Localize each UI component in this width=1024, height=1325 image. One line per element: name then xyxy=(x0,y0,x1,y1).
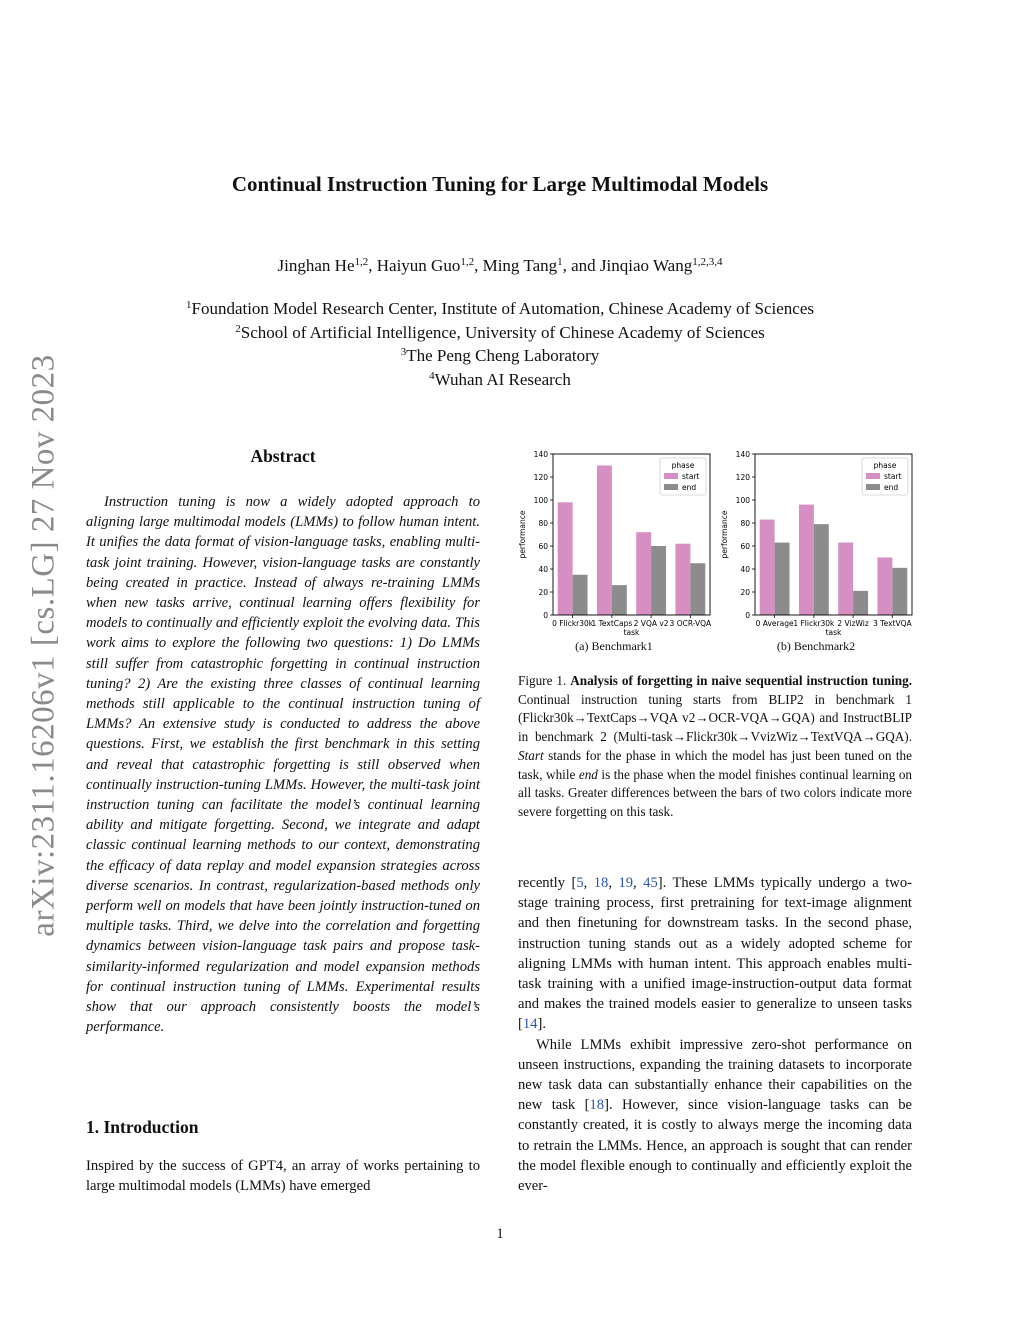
affiliation-line: $^4$Wuhan AI Research xyxy=(429,369,571,389)
figure-caption-start-term: Start xyxy=(518,747,544,763)
legend-swatch xyxy=(866,473,880,479)
x-tick-label: 1 Flickr30k xyxy=(793,619,835,628)
author-separator: , xyxy=(474,256,483,275)
legend-swatch xyxy=(664,473,678,479)
legend-title: phase xyxy=(671,461,695,470)
figure-caption-text: is the phase when the model finishes continual learning on all tasks. Greater differences between the bars of two colors indicate more severe forgetting on this task. xyxy=(518,766,913,819)
author-separator: , xyxy=(368,256,377,275)
affiliations xyxy=(0,297,1000,391)
bar-start xyxy=(675,544,690,615)
figure-caption-lead: Analysis of forgetting in naive sequential instruction tuning. xyxy=(570,673,912,688)
bar-chart-benchmark1 xyxy=(516,446,712,636)
y-tick-label: 20 xyxy=(538,588,548,597)
bar-end xyxy=(814,524,829,615)
y-tick-label: 120 xyxy=(533,473,548,482)
intro-paragraph: Inspired by the success of GPT4, an array of works pertaining to large multimodal models (LMMs) have emerged xyxy=(86,1158,480,1195)
figure1-chart-benchmark2 xyxy=(718,446,914,658)
author-affil-sup: 1,2 xyxy=(354,256,369,268)
citation-link[interactable]: 18 xyxy=(593,875,609,891)
bar-start xyxy=(636,532,651,615)
right-column-text xyxy=(518,873,912,1196)
arxiv-stamp-text: arXiv:2311.16206v1 [cs.LG] 27 Nov 2023 xyxy=(25,353,62,937)
y-tick-label: 60 xyxy=(740,542,750,551)
citation-link[interactable]: 14 xyxy=(522,1016,538,1033)
figure-caption-text: Continual instruction tuning starts from BLIP2 in benchmark 1 (Flickr30k→TextCaps→VQA v2→OCR-VQA→GQA) and InstructBLIP in benchmark 2 (Multi-task→Flickr30k→VvizWiz→TextVQA→GQA). xyxy=(518,691,912,745)
x-tick-label: 0 Average xyxy=(755,619,794,628)
bar-start xyxy=(838,543,853,615)
y-tick-label: 140 xyxy=(533,450,548,459)
x-tick-label: 3 OCR-VQA xyxy=(669,619,712,628)
body-paragraph: recently [5, 18, 19, 45]. These LMMs typically undergo a two-stage training process, first pretraining for text-image alignment and then finetuning for downstream tasks. In the second phase, instruction tuning stands out as a widely adopted scheme for aligning LMMs with human intent. This approach enables multi-task training with a unified image-instruction-output data format and makes the trained models easier to generalize to unseen tasks [14]. xyxy=(518,875,912,1033)
figure-caption-end-term: end xyxy=(578,766,598,782)
y-tick-label: 100 xyxy=(735,496,750,505)
y-tick-label: 0 xyxy=(543,611,548,620)
figure-label: Figure 1. xyxy=(518,673,567,688)
author-list xyxy=(0,256,1000,276)
figure-caption xyxy=(518,672,912,822)
y-tick-label: 140 xyxy=(735,450,750,459)
bar-end xyxy=(573,575,588,615)
bar-start xyxy=(760,520,775,615)
x-tick-label: 0 Flickr30k xyxy=(552,619,594,628)
x-axis-label: task xyxy=(623,628,640,636)
y-tick-label: 80 xyxy=(740,519,750,528)
bar-end xyxy=(775,543,790,615)
bar-end xyxy=(892,568,907,615)
section-heading-introduction: 1. Introduction xyxy=(86,1117,199,1137)
x-tick-label: 3 TextVQA xyxy=(873,619,912,628)
x-tick-label: 2 VQA v2 xyxy=(633,619,669,628)
bar-start xyxy=(597,466,612,616)
affiliation-line: $^2$School of Artificial Intelligence, University of Chinese Academy of Sciences xyxy=(235,322,765,342)
legend-swatch xyxy=(866,484,880,490)
bar-start xyxy=(558,502,573,615)
legend-label: start xyxy=(884,472,902,481)
body-paragraph: While LMMs exhibit impressive zero-shot performance on unseen instructions, expanding the training datasets to incorporate new task data can substantially enhance their capabilities on the new task [18]. However, since vision-language tasks can be constantly created, it is costly to always merge the incoming data to retrain the LMMs. Hence, an approach is sought that can render the model flexible enough to continually and efficiently exploit the ever- xyxy=(518,1036,912,1195)
author-affil-sup: 1 xyxy=(557,256,563,268)
legend-label: end xyxy=(682,483,697,492)
y-tick-label: 40 xyxy=(740,565,750,574)
y-tick-label: 40 xyxy=(538,565,548,574)
x-axis-label: task xyxy=(825,628,842,636)
y-axis-label: performance xyxy=(720,510,729,559)
bar-chart-benchmark2 xyxy=(718,446,914,636)
arxiv-stamp xyxy=(18,345,70,945)
bar-end xyxy=(651,546,666,615)
y-tick-label: 80 xyxy=(538,519,548,528)
affiliation-line: $^1$Foundation Model Research Center, Institute of Automation, Chinese Academy of Sciences xyxy=(185,299,815,318)
legend-swatch xyxy=(664,484,678,490)
author-name: Jinqiao Wang xyxy=(599,256,693,275)
legend-title: phase xyxy=(873,461,897,470)
abstract-heading: Abstract xyxy=(250,446,316,466)
affiliation-line: $^3$The Peng Cheng Laboratory xyxy=(400,346,600,365)
paper-title: Continual Instruction Tuning for Large Multimodal Models xyxy=(231,172,769,196)
author-name: Haiyun Guo xyxy=(376,256,461,275)
page-number: 1 xyxy=(496,1226,504,1242)
bar-start xyxy=(799,505,814,615)
author-name: Jinghan He xyxy=(277,256,355,275)
legend-label: end xyxy=(884,483,899,492)
abstract-body: Instruction tuning is now a widely adopted approach to aligning large multimodal models (LMMs) to follow human intent. It unifies the data format of vision-language tasks, enabling multi-task joint training. However, vision-language tasks are constantly being created in practice. Instead of always re-training LMMs when new tasks arrive, continual learning offers flexibility for models to continually and efficiently exploit the evolving data. This work aims to explore the following two questions: 1) Do LMMs still suffer from catastrophic forgetting in continual instruction tuning? 2) Are the existing three classes of continual learning methods still applicable to the continual instruction tuning of LMMs? An extensive study is conducted to address the above questions. First, we establish the first benchmark in this setting and reveal that catastrophic forgetting is still observed when continually instruction-tuning LMMs. However, the multi-task joint instruction tuning can facilitate the model’s continual learning ability and mitigate forgetting. Second, we integrate and adapt classic continual learning methods to our context, demonstrating the efficacy of data replay and model expansion strategies across diverse scenarios. In contrast, regularization-based methods only perform well on models that have been jointly instruction-tuned on multiple tasks. Third, we delve into the correlation and forgetting dynamics between vision-language task pairs and propose task-similarity-informed regularization and model expansion methods for continual instruction tuning of LMMs. Experimental results show that our approach consistently boosts the model’s performance. xyxy=(86,494,480,1036)
y-tick-label: 20 xyxy=(740,588,750,597)
chart-subcaption: (b) Benchmark2 xyxy=(776,639,856,653)
legend-label: start xyxy=(682,472,700,481)
bar-end xyxy=(690,563,705,615)
author-separator: , and xyxy=(562,256,600,275)
bar-end xyxy=(853,591,868,615)
y-axis-label: performance xyxy=(518,510,527,559)
bar-end xyxy=(612,585,627,615)
citation-link[interactable]: 19 xyxy=(618,875,634,891)
author-name: Ming Tang xyxy=(482,256,558,275)
bar-start xyxy=(877,558,892,616)
y-tick-label: 100 xyxy=(533,496,548,505)
y-tick-label: 0 xyxy=(745,611,750,620)
figure1-chart-benchmark1 xyxy=(516,446,712,658)
citation-link[interactable]: 45 xyxy=(643,875,658,891)
x-tick-label: 1 TextCaps xyxy=(591,619,633,628)
author-affil-sup: 1,2,3,4 xyxy=(692,256,723,268)
figure-caption-text: stands for the phase in which the model has just been tuned on the task, while xyxy=(518,747,912,782)
author-affil-sup: 1,2 xyxy=(460,256,475,268)
x-tick-label: 2 VizWiz xyxy=(837,619,869,628)
citation-link[interactable]: 5 xyxy=(576,875,584,891)
chart-subcaption: (a) Benchmark1 xyxy=(575,639,653,653)
y-tick-label: 60 xyxy=(538,542,548,551)
citation-link[interactable]: 18 xyxy=(589,1097,605,1114)
y-tick-label: 120 xyxy=(735,473,750,482)
